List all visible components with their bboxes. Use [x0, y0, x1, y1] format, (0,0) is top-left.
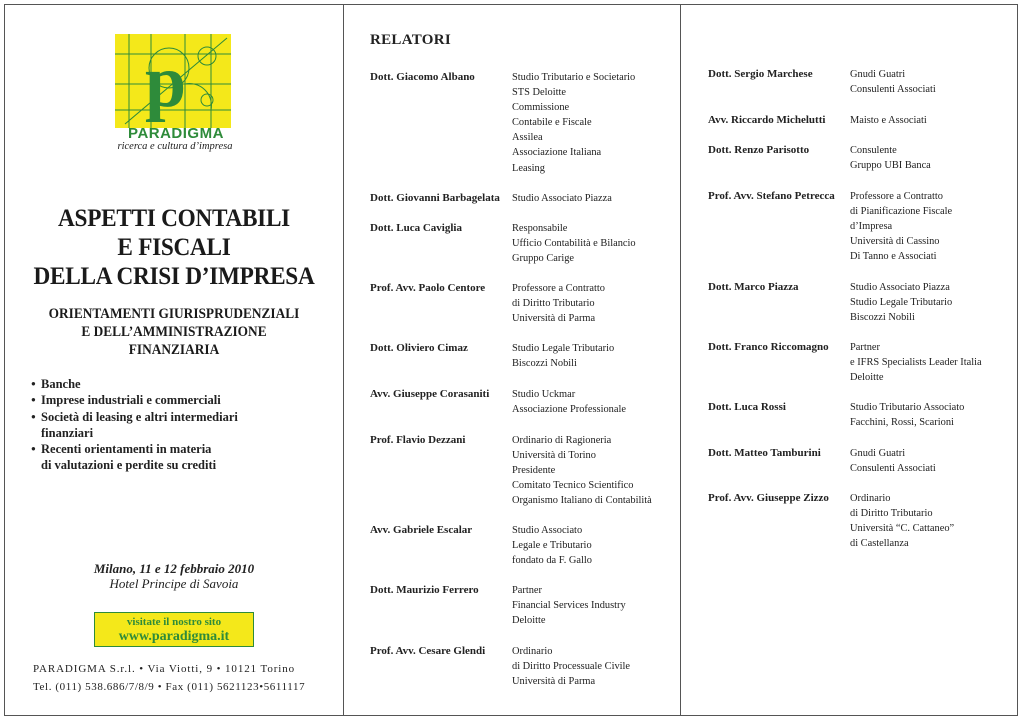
- affiliation-line: Ordinario: [850, 493, 891, 504]
- speaker-name: Dott. Franco Riccomagno: [708, 341, 829, 353]
- affiliation-line: e IFRS Specialists Leader Italia: [850, 357, 982, 369]
- affiliation-line: Partner: [850, 342, 881, 353]
- bullet-dot-icon: ●: [31, 395, 36, 405]
- affiliation-line: Professore a Contratto: [512, 283, 605, 294]
- affiliation-line: di Castellanza: [850, 538, 909, 550]
- affiliation-line: Studio Legale Tributario: [512, 343, 615, 354]
- affiliation-line: Leasing: [512, 162, 545, 174]
- speaker-name: Prof. Avv. Stefano Petrecca: [708, 190, 835, 202]
- main-title: [17, 204, 331, 291]
- topics-list: [31, 376, 331, 474]
- speaker-affiliation: [512, 583, 626, 628]
- affiliation-line: Studio Associato Piazza: [850, 282, 950, 293]
- main-title-line: E FISCALI: [117, 234, 231, 261]
- affiliation-line: Studio Tributario Associato: [850, 402, 965, 413]
- affiliation-line: di Diritto Tributario: [850, 508, 933, 520]
- speaker-affiliation: [850, 491, 954, 551]
- speaker-name: Dott. Giovanni Barbagelata: [370, 192, 500, 204]
- affiliation-line: Studio Legale Tributario: [850, 297, 953, 309]
- bullet-dot-icon: ●: [31, 379, 36, 388]
- affiliation-line: Università di Cassino: [850, 236, 940, 248]
- topic-line: Banche: [41, 377, 81, 391]
- speaker-name: Prof. Avv. Giuseppe Zizzo: [708, 492, 829, 504]
- speaker-name: Dott. Sergio Marchese: [708, 68, 813, 80]
- affiliation-line: Presidente: [512, 465, 556, 477]
- speakers-panel-1: [344, 4, 680, 716]
- affiliation-line: STS Deloitte: [512, 87, 566, 99]
- affiliation-line: Organismo Italiano di Contabilità: [512, 495, 652, 507]
- speaker-name: Dott. Renzo Parisotto: [708, 144, 810, 156]
- affiliation-line: Studio Associato Piazza: [512, 193, 612, 204]
- affiliation-line: Università “C. Cattaneo”: [850, 523, 955, 535]
- speaker-affiliation: [512, 221, 636, 266]
- topic-line: finanziari: [41, 425, 94, 440]
- affiliation-line: Partner: [512, 585, 543, 596]
- subtitle: [19, 305, 330, 359]
- topic-item: [31, 441, 331, 474]
- speaker-name: Avv. Riccardo Michelutti: [708, 114, 826, 126]
- topic-line: di valutazioni e perdite su crediti: [41, 458, 217, 473]
- affiliation-line: Consulenti Associati: [850, 463, 936, 475]
- speaker-name: Prof. Avv. Paolo Centore: [370, 282, 486, 294]
- affiliation-line: Facchini, Rossi, Scarioni: [850, 417, 954, 429]
- affiliation-line: Gruppo UBI Banca: [850, 160, 931, 172]
- speakers-panel-2: [681, 4, 1017, 716]
- affiliation-line: Biscozzi Nobili: [512, 358, 577, 370]
- affiliation-line: Legale e Tributario: [512, 540, 592, 552]
- website-link[interactable]: www.paradigma.it: [118, 629, 230, 644]
- affiliation-line: Gnudi Guatri: [850, 448, 906, 459]
- event-venue: Hotel Principe di Savoia: [109, 576, 239, 591]
- speaker-affiliation: [512, 341, 614, 371]
- paradigma-logo: [115, 34, 231, 128]
- speaker-affiliation: [850, 67, 936, 97]
- speaker-affiliation: [512, 281, 605, 326]
- subtitle-line: ORIENTAMENTI GIURISPRUDENZIALI: [48, 306, 300, 322]
- bullet-dot-icon: ●: [31, 411, 36, 421]
- speaker-name: Avv. Giuseppe Corasaniti: [370, 388, 490, 400]
- affiliation-line: fondato da F. Gallo: [512, 555, 592, 567]
- speaker-affiliation: [512, 191, 612, 206]
- affiliation-line: di Diritto Tributario: [512, 298, 595, 310]
- affiliation-line: Ordinario: [512, 646, 553, 657]
- affiliation-line: Ordinario di Ragioneria: [512, 435, 612, 446]
- affiliation-line: Consulenti Associati: [850, 84, 936, 96]
- speaker-affiliation: [512, 523, 592, 568]
- affiliation-line: Gruppo Carige: [512, 253, 575, 265]
- speaker-name: Avv. Gabriele Escalar: [370, 524, 473, 536]
- speaker-name: Prof. Flavio Dezzani: [370, 434, 466, 446]
- speaker-name: Dott. Luca Rossi: [708, 401, 786, 413]
- logo-tagline: ricerca e cultura d’impresa: [117, 141, 233, 152]
- affiliation-line: di Diritto Processuale Civile: [512, 661, 631, 673]
- website-box: [94, 612, 254, 647]
- main-title-line: ASPETTI CONTABILI: [58, 205, 290, 232]
- affiliation-line: Di Tanno e Associati: [850, 251, 937, 263]
- speaker-name: Dott. Luca Caviglia: [370, 222, 462, 234]
- affiliation-line: Responsabile: [512, 223, 568, 234]
- website-label: visitate il nostro sito: [126, 616, 222, 628]
- affiliation-line: Associazione Italiana: [512, 147, 602, 159]
- speaker-affiliation: [850, 189, 952, 264]
- speaker-affiliation: [850, 113, 927, 128]
- speaker-affiliation: [850, 446, 936, 476]
- svg-text:p: p: [145, 41, 187, 123]
- affiliation-line: Università di Parma: [512, 313, 596, 325]
- logo-brand-name: PARADIGMA: [128, 125, 224, 142]
- event-date: Milano, 11 e 12 febbraio 2010: [93, 561, 255, 576]
- affiliation-line: Università di Parma: [512, 676, 596, 688]
- speakers-heading: RELATORI: [370, 32, 452, 48]
- affiliation-line: Financial Services Industry: [512, 600, 626, 612]
- affiliation-line: Studio Uckmar: [512, 389, 576, 400]
- topic-line: Società di leasing e altri intermediari: [41, 409, 238, 424]
- logo-p-graphic-icon: [115, 34, 231, 128]
- affiliation-line: Assilea: [512, 132, 543, 144]
- affiliation-line: di Pianificazione Fiscale: [850, 206, 953, 218]
- topic-line: Recenti orientamenti in materia: [41, 442, 212, 457]
- bullet-dot-icon: ●: [31, 444, 36, 454]
- affiliation-line: Università di Torino: [512, 450, 596, 462]
- affiliation-line: Deloitte: [850, 372, 884, 384]
- topic-line: Imprese industriali e commerciali: [41, 393, 221, 408]
- affiliation-line: Ufficio Contabilità e Bilancio: [512, 238, 636, 250]
- affiliation-line: Associazione Professionale: [512, 404, 626, 416]
- subtitle-line: E DELL’AMMINISTRAZIONE: [81, 324, 267, 340]
- speaker-name: Prof. Avv. Cesare Glendi: [370, 645, 486, 657]
- affiliation-line: Professore a Contratto: [850, 191, 943, 202]
- footer-address: PARADIGMA S.r.l. • Via Viotti, 9 • 10121 Torino: [33, 663, 296, 675]
- affiliation-line: Maisto e Associati: [850, 115, 927, 126]
- speaker-name: Dott. Maurizio Ferrero: [370, 584, 479, 596]
- speaker-name: Dott. Matteo Tamburini: [708, 447, 821, 459]
- affiliation-line: Deloitte: [512, 615, 546, 627]
- speaker-name: Dott. Marco Piazza: [708, 281, 799, 293]
- affiliation-line: Studio Associato: [512, 525, 583, 536]
- speaker-name: Dott. Oliviero Cimaz: [370, 342, 468, 354]
- speaker-affiliation: [512, 387, 626, 417]
- speaker-affiliation: [512, 70, 635, 176]
- affiliation-line: d’Impresa: [850, 221, 893, 233]
- affiliation-line: Studio Tributario e Societario: [512, 72, 636, 83]
- speaker-affiliation: [850, 400, 964, 430]
- subtitle-line: FINANZIARIA: [128, 342, 220, 358]
- main-title-line: DELLA CRISI D’IMPRESA: [33, 263, 315, 290]
- speaker-affiliation: [850, 340, 982, 385]
- affiliation-line: Gnudi Guatri: [850, 69, 906, 80]
- footer-phones: Tel. (011) 538.686/7/8/9 • Fax (011) 5621123•5611117: [33, 681, 306, 693]
- topic-item: [31, 376, 331, 392]
- topic-item: [31, 409, 331, 442]
- affiliation-line: Biscozzi Nobili: [850, 312, 915, 324]
- cover-panel: [5, 4, 343, 716]
- speaker-affiliation: [850, 280, 952, 325]
- affiliation-line: Comitato Tecnico Scientifico: [512, 480, 634, 492]
- affiliation-line: Contabile e Fiscale: [512, 117, 592, 129]
- topic-item: [31, 392, 331, 408]
- affiliation-line: Commissione: [512, 102, 570, 114]
- speaker-affiliation: [850, 143, 931, 173]
- speaker-affiliation: [512, 433, 652, 508]
- affiliation-line: Consulente: [850, 145, 897, 156]
- speaker-name: Dott. Giacomo Albano: [370, 71, 475, 83]
- speaker-affiliation: [512, 644, 630, 689]
